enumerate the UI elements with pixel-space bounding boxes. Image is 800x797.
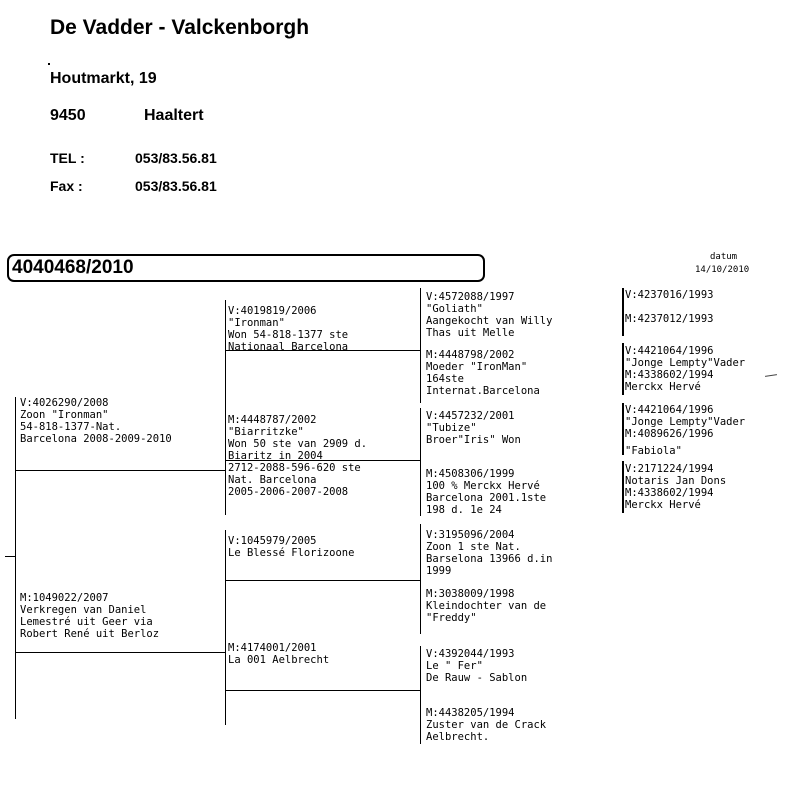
tel-value: 053/83.56.81 bbox=[135, 150, 217, 166]
gen3-bracket-4 bbox=[420, 646, 421, 744]
gen3-bracket-2 bbox=[420, 408, 421, 516]
gen3-fmf-block: V:4457232/2001 "Tubize" Broer"Iris" Won bbox=[426, 410, 521, 446]
gen3-bracket-1 bbox=[420, 288, 421, 403]
gen4-bracket-3 bbox=[622, 403, 624, 455]
ring-number: 4040468/2010 bbox=[12, 257, 134, 278]
grandsire-paternal-block: V:4019819/2006 "Ironman" Won 54-818-1377 ste Nationaal Barcelona bbox=[228, 305, 349, 353]
grandsire-maternal-block: V:1045979/2005 Le Blessé Florizoone bbox=[228, 535, 355, 559]
datum-label: datum bbox=[710, 252, 738, 262]
fax-label: Fax : bbox=[50, 178, 83, 194]
granddam-maternal-block: M:4174001/2001 La 001 Aelbrecht bbox=[228, 642, 330, 666]
gen3-ffm-block: M:4448798/2002 Moeder "IronMan" 164ste Internat.Barcelona bbox=[426, 349, 540, 397]
gen3-mmm-block: M:4438205/1994 Zuster van de Crack Aelbrecht. bbox=[426, 707, 547, 743]
gen3-bracket-3 bbox=[420, 524, 421, 634]
city: Haaltert bbox=[144, 107, 204, 124]
gen3-mmf-block: V:4392044/1993 Le " Fer" De Rauw - Sablon bbox=[426, 648, 528, 684]
breeder-name: De Vadder - Valckenborgh bbox=[50, 16, 310, 39]
gen4-bracket-1 bbox=[622, 288, 624, 336]
speck bbox=[48, 63, 50, 65]
gen3-mff-block: V:3195096/2004 Zoon 1 ste Nat. Barselona 13966 d.in 1999 bbox=[426, 529, 553, 577]
datum-value: 14/10/2010 bbox=[695, 265, 750, 275]
gen3-fmm-block: M:4508306/1999 100 % Merckx Hervé Barcelona 2001.1ste 198 d. 1e 24 bbox=[426, 468, 547, 516]
gen4-1v: V:4237016/1993 bbox=[625, 289, 714, 301]
root-connector bbox=[5, 556, 16, 557]
mother-connector bbox=[15, 652, 225, 653]
gen1-bracket bbox=[15, 397, 16, 719]
gen2-father-bracket bbox=[225, 300, 226, 515]
tel-label: TEL : bbox=[50, 150, 85, 166]
gen4-bracket-4 bbox=[622, 461, 624, 513]
mf-connector bbox=[225, 580, 420, 581]
fax-value: 053/83.56.81 bbox=[135, 178, 217, 194]
dam-block: M:1049022/2007 Verkregen van Daniel Lemestré uit Geer via Robert René uit Berloz bbox=[20, 592, 160, 640]
gen4-bracket-2 bbox=[622, 343, 624, 395]
gen4-3v: V:4421064/1996 "Jonge Lempty"Vader M:4089626/1996 "Fabiola" bbox=[625, 404, 746, 457]
postal-code: 9450 bbox=[50, 107, 86, 124]
street-address: Houtmarkt, 19 bbox=[50, 70, 157, 87]
gen2-mother-bracket bbox=[225, 530, 226, 725]
sire-block: V:4026290/2008 Zoon "Ironman" 54-818-1377-Nat. Barcelona 2008-2009-2010 bbox=[20, 397, 172, 445]
gen3-fff-block: V:4572088/1997 "Goliath" Aangekocht van Willy Thas uit Melle bbox=[426, 291, 553, 339]
gen3-mfm-block: M:3038009/1998 Kleindochter van de "Freddy" bbox=[426, 588, 547, 624]
father-connector bbox=[15, 470, 225, 471]
stray-mark bbox=[765, 374, 777, 377]
gen4-2v: V:4421064/1996 "Jonge Lempty"Vader M:4338602/1994 Merckx Hervé bbox=[625, 345, 746, 393]
gen4-1m: M:4237012/1993 bbox=[625, 313, 714, 325]
gen4-4v: V:2171224/1994 Notaris Jan Dons M:4338602/1994 Merckx Hervé bbox=[625, 463, 727, 511]
mm-connector bbox=[225, 690, 420, 691]
granddam-paternal-block: M:4448787/2002 "Biarritzke" Won 50 ste van 2909 d. Biaritz in 2004 2712-2088-596-620 ste Nat. Barcelona 2005-2006-2007-2008 bbox=[228, 414, 368, 498]
